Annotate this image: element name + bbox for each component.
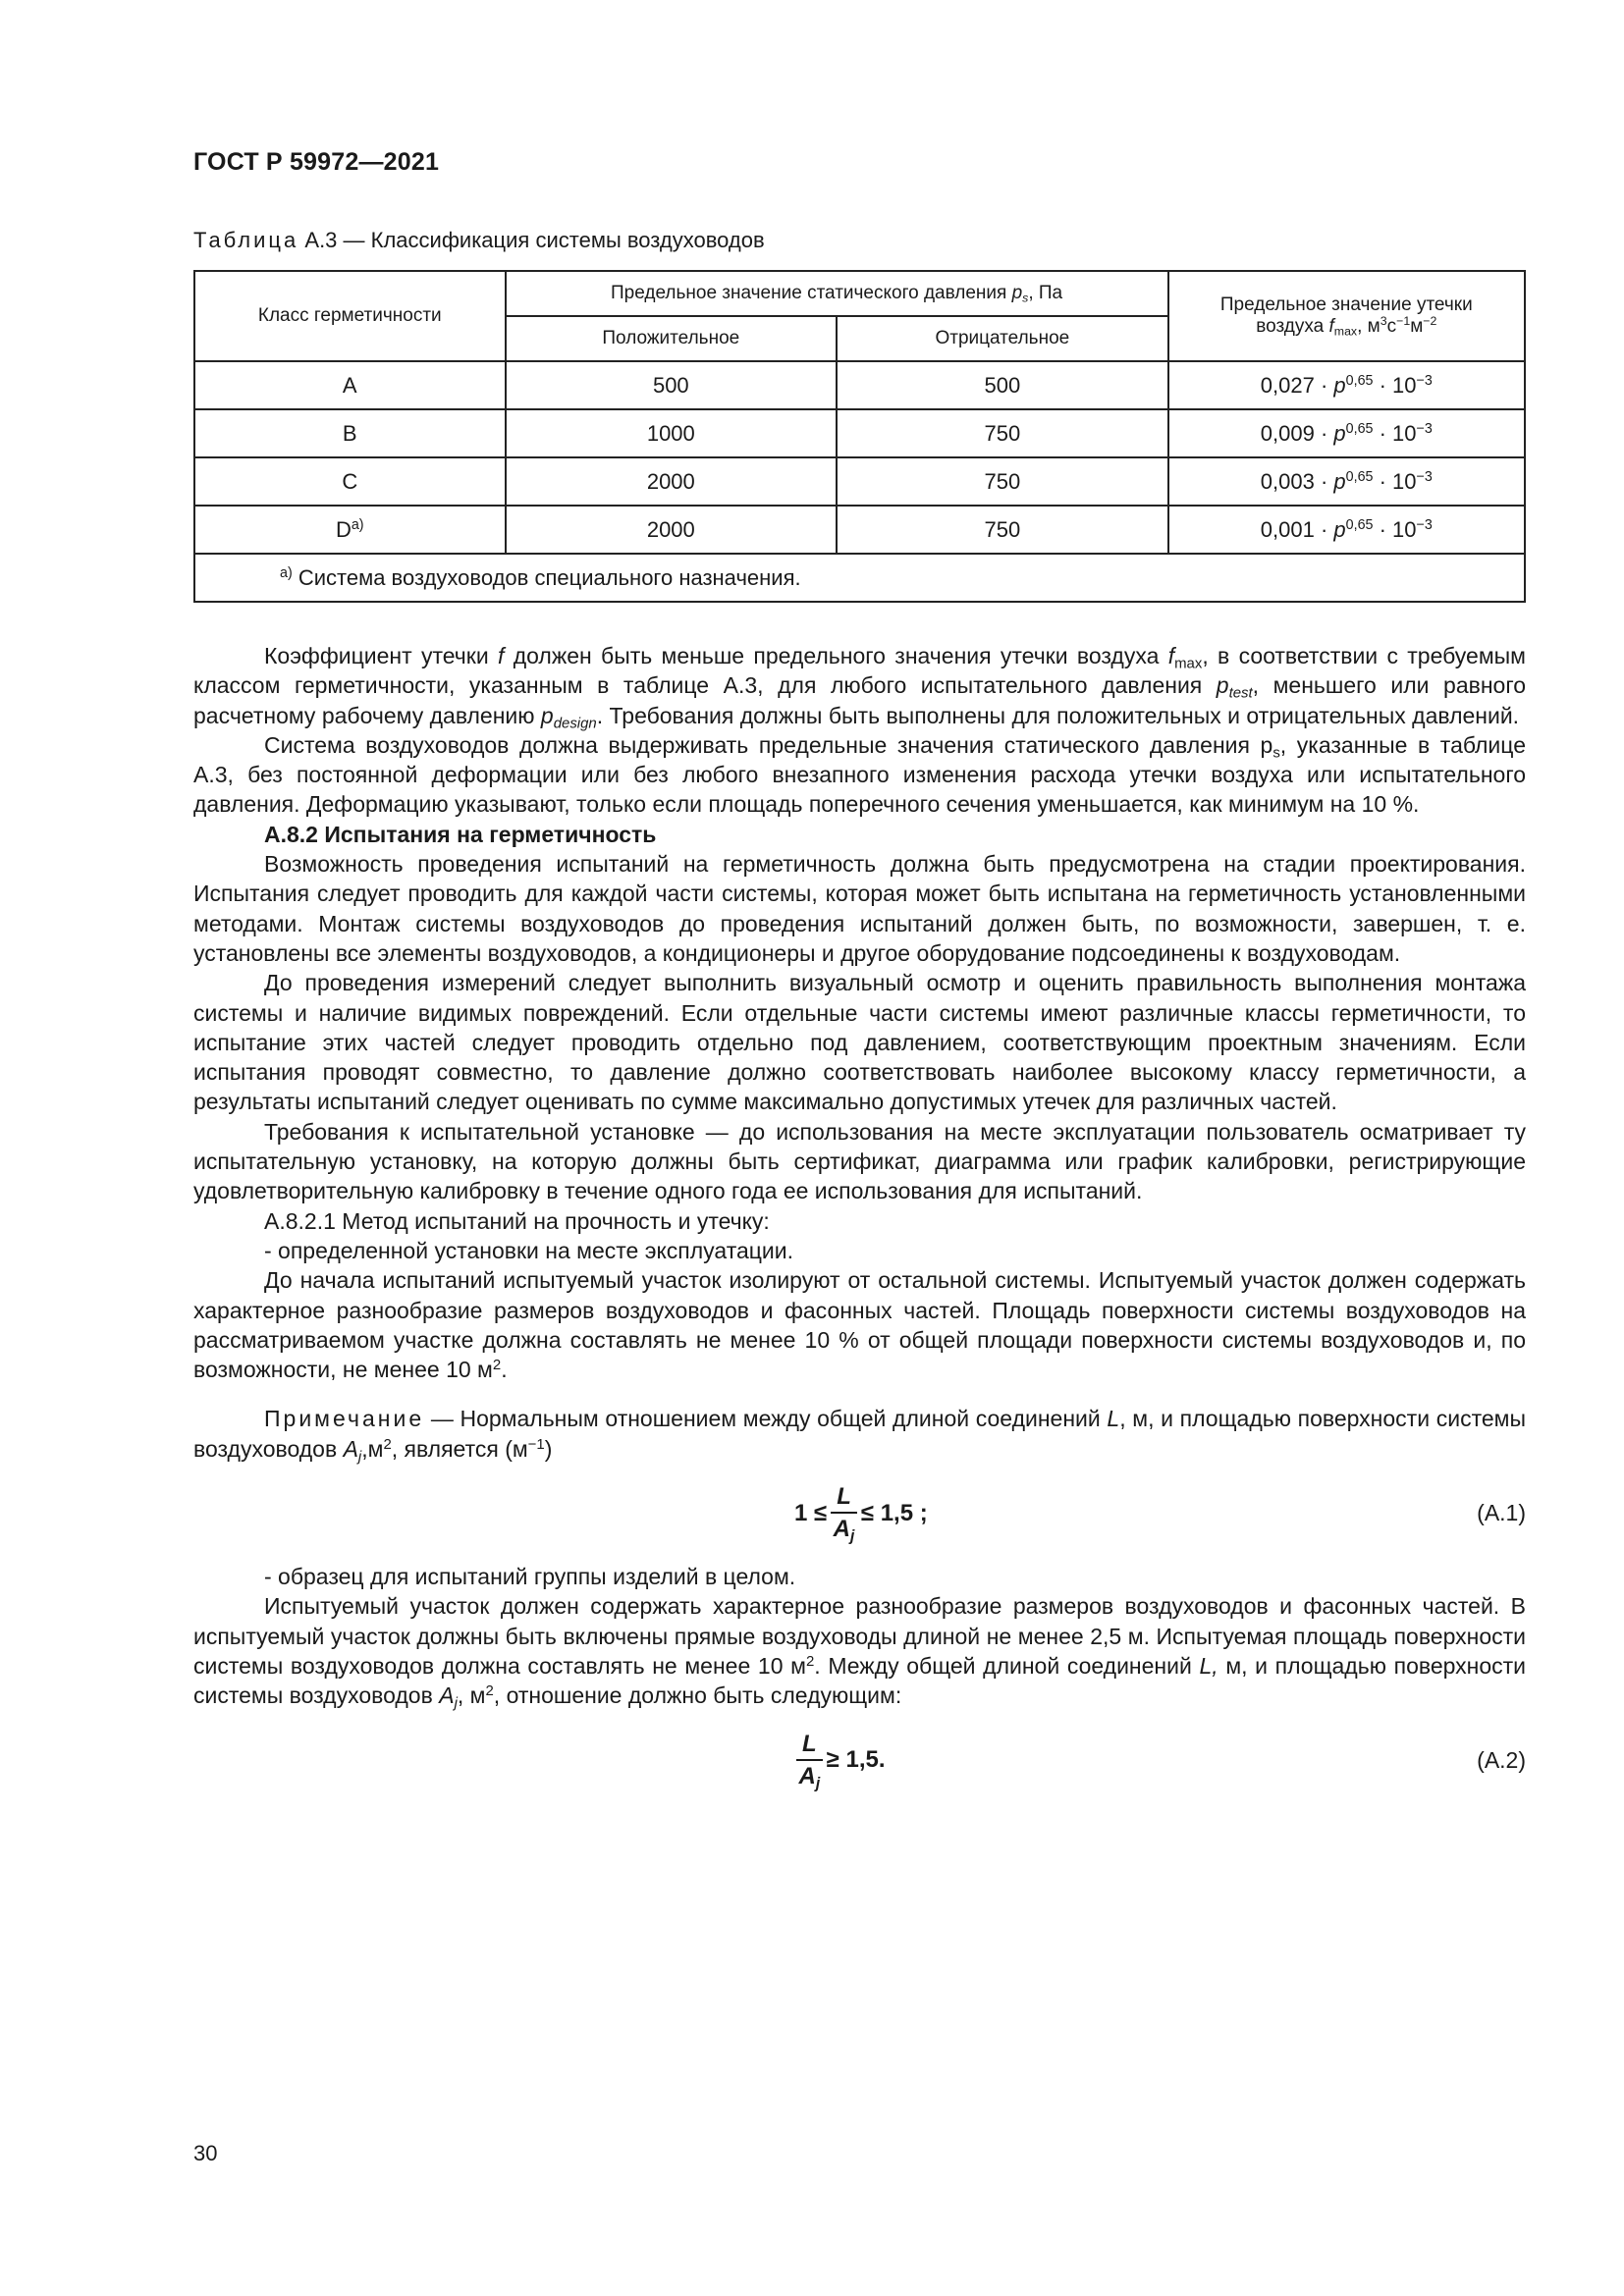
classification-table <box>193 270 1526 603</box>
section-heading: А.8.2 Испытания на герметичность <box>264 821 657 847</box>
cell-class: B <box>194 409 506 457</box>
cell-negative: 500 <box>837 361 1168 409</box>
header-pressure: Предельное значение статического давления $p_s$, Па <box>506 271 1168 316</box>
cell-class: C <box>194 457 506 506</box>
paragraph: Возможность проведения испытаний на герметичность должна быть предусмотрена на стадии проектирования. Испытания следует проводить для каждой части системы, которая может быть испытана на герметичность установленными методами. Монтаж системы воздуховодов до проведения испытаний должен быть, по возможности, завершен, т. е. установлены все элементы воздуховодов, а кондиционеры и другое оборудование подсоединены к воздуховодам. <box>193 851 1526 966</box>
table-row <box>194 506 1525 554</box>
paragraph: Испытуемый участок должен содержать характерное разнообразие размеров воздуховодов и фасонных частей. В испытуемый участок должны быть включены прямые воздуховоды длиной не менее 2,5 м. Испытуемая площадь поверхности системы воздуховодов должна составлять не менее 10 $м^2$. Между общей длиной соединений L, м, и площадью поверхности системы воздуховодов $A_j$, $м^2$, отношение должно быть следующим: <box>193 1593 1527 1712</box>
paragraph: До начала испытаний испытуемый участок изолируют от остальной системы. Испытуемый участок должен содержать характерное разнообразие размеров воздуховодов и фасонных частей. Площадь поверхности системы воздуховодов на рассматриваемом участке должна составлять не менее 10 % от общей площади поверхности системы воздуховодов и, по возможности, не менее 10 $м^2$. <box>193 1267 1526 1383</box>
cell-leakage: $0,009 \cdot p^{0,65} \cdot 10^{-3}$ <box>1168 409 1525 457</box>
table-row <box>194 361 1525 409</box>
cell-class: A <box>194 361 506 409</box>
fraction: $\frac{L}{A_j}$ <box>796 1730 823 1792</box>
paragraph: До проведения измерений следует выполнить визуальный осмотр и оценить правильность выполнения монтажа системы и наличие видимых повреждений. Если отдельные части системы имеют различные классы герметичности, то испытание этих частей следует проводить отдельно под давлением, соответствующим проектным значениям. Если испытания проводят совместно, то давление должно соответствовать наиболее высокому классу герметичности, а результаты испытаний следует оценивать по сумме максимально допустимых утечек для различных частей. <box>193 970 1526 1115</box>
cell-class: $D^{а)}$ <box>194 506 506 554</box>
table-caption <box>193 228 765 253</box>
cell-positive: 500 <box>506 361 838 409</box>
table-row <box>194 409 1525 457</box>
cell-positive: 2000 <box>506 457 838 506</box>
table-caption-text: А.3 — Классификация системы воздуховодов <box>304 228 765 252</box>
formula-a2: $\frac{L}{A_j}$ ≥ 1,5. (А.2) <box>193 1725 1526 1809</box>
header-negative: Отрицательное <box>837 316 1168 361</box>
cell-positive: 1000 <box>506 409 838 457</box>
note: Примечание — Нормальным отношением между общей длиной соединений L, м, и площадью поверхности системы воздуховодов $A_j,м^2$, является $(м^{-1})$ <box>193 1406 1526 1466</box>
table-caption-label: Таблица <box>193 228 299 252</box>
fraction: $\frac{L}{A_j}$ <box>831 1482 857 1545</box>
header-class: Класс герметичности <box>194 271 506 361</box>
cell-negative: 750 <box>837 457 1168 506</box>
formula-a1: 1 ≤ $\frac{L}{A_j}$ ≤ 1,5 ; (А.1) <box>794 1483 1526 1545</box>
formula-number: (А.1) <box>1477 1500 1526 1526</box>
table-footnote: $^{а)}$ Система воздуховодов специального назначения. <box>194 554 1525 602</box>
header-positive: Положительное <box>506 316 838 361</box>
header-leakage: Предельное значение утечки воздуха $f_{max}$, $м^3с^{-1}м^{-2}$ <box>1168 271 1525 361</box>
body-text <box>193 641 1526 1809</box>
note-label: Примечание <box>264 1406 425 1432</box>
list-item: - образец для испытаний группы изделий в целом. <box>264 1564 796 1590</box>
paragraph: Требования к испытательной установке — до использования на месте эксплуатации пользователь осматривает ту испытательную установку, на которую должны быть сертификат, диаграмма или график калибровки, регистрирующие удовлетворительную калибровку в течение одного года ее использования для испытаний. <box>193 1118 1526 1204</box>
page-number: 30 <box>193 2141 218 2165</box>
cell-leakage: $0,001 \cdot p^{0,65} \cdot 10^{-3}$ <box>1168 506 1525 554</box>
paragraph: Коэффициент утечки f должен быть меньше предельного значения утечки воздуха $f_{max}$, в соответствии с требуемым классом герметичности, указанным в таблице А.3, для любого испытательного давления $p_{test}$, меньшего или равного расчетному рабочему давлению $p_{design}$. Требования должны быть выполнены для положительных и отрицательных давлений. <box>193 643 1526 732</box>
paragraph: А.8.2.1 Метод испытаний на прочность и утечку: <box>264 1207 770 1234</box>
document-header: ГОСТ Р 59972—2021 <box>193 148 440 176</box>
cell-negative: 750 <box>837 409 1168 457</box>
cell-leakage: $0,027 \cdot p^{0,65} \cdot 10^{-3}$ <box>1168 361 1525 409</box>
list-item: - определенной установки на месте эксплуатации. <box>264 1237 794 1263</box>
cell-positive: 2000 <box>506 506 838 554</box>
paragraph: Система воздуховодов должна выдерживать предельные значения статического давления $p_s$, указанные в таблице А.3, без постоянной деформации или без любого внезапного изменения расхода утечки воздуха или испытательного давления. Деформацию указывают, только если площадь поперечного сечения уменьшается, как минимум на 10 %. <box>193 731 1526 818</box>
cell-leakage: $0,003 \cdot p^{0,65} \cdot 10^{-3}$ <box>1168 457 1525 506</box>
formula-number: (А.2) <box>1477 1746 1526 1773</box>
cell-negative: 750 <box>837 506 1168 554</box>
table-row <box>194 457 1525 506</box>
